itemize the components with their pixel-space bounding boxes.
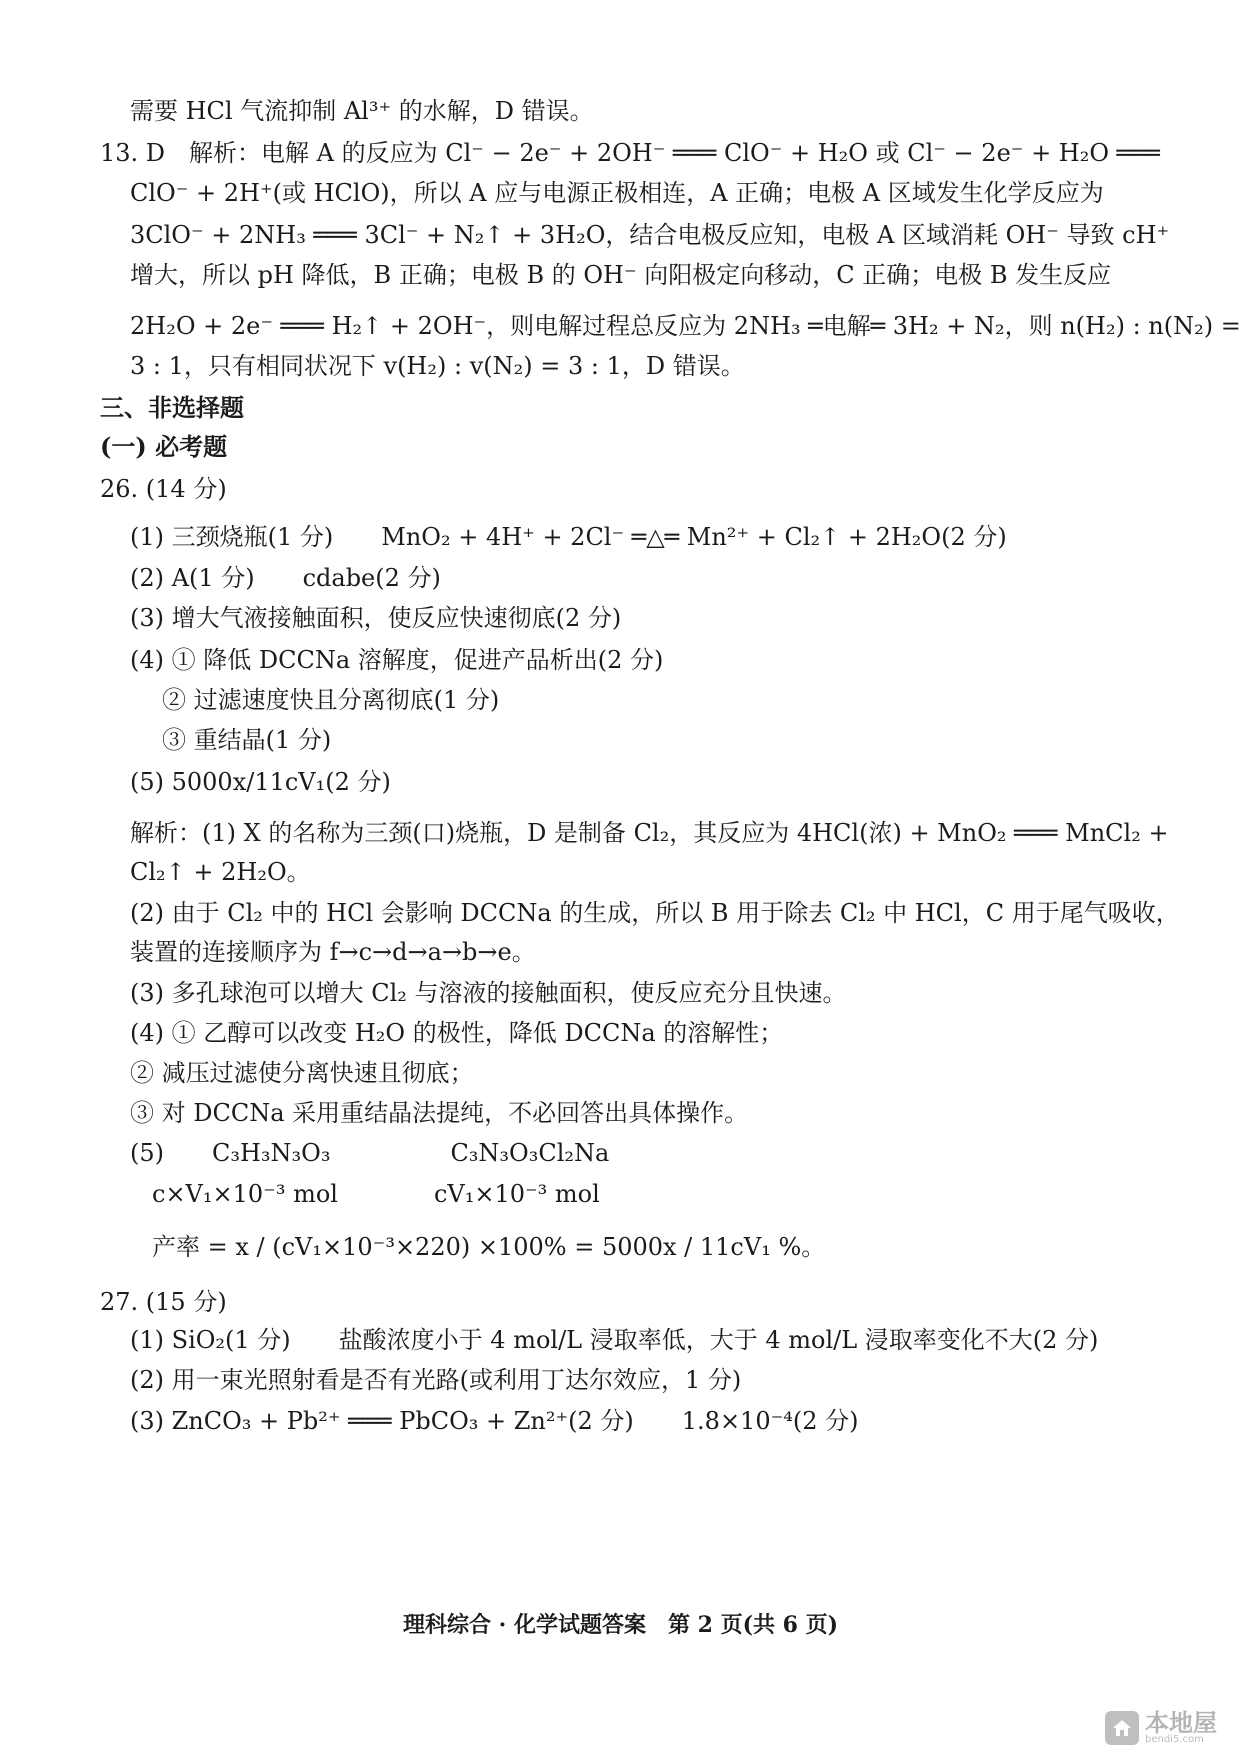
analysis-line: (5) C₃H₃N₃O₃ C₃N₃O₃Cl₂Na (130, 1139, 610, 1167)
question-heading: 26. (14 分) (100, 475, 227, 503)
analysis-line: ② 减压过滤使分离快速且彻底； (130, 1059, 474, 1087)
answer-line: ③ 重结晶(1 分) (162, 726, 332, 754)
analysis-line: 解析：(1) X 的名称为三颈(口)烧瓶，D 是制备 Cl₂，其反应为 4HCl(浓) + MnO₂ ═══ MnCl₂ + (130, 819, 1169, 847)
answer-line: (3) 增大气液接触面积，使反应快速彻底(2 分) (130, 604, 622, 632)
text-line: 2H₂O + 2e⁻ ═══ H₂↑ + 2OH⁻，则电解过程总反应为 2NH₃ ═电解═ 3H₂ + N₂，则 n(H₂) : n(N₂) = (130, 312, 1241, 340)
text-line: 需要 HCl 气流抑制 Al³⁺ 的水解，D 错误。 (130, 97, 594, 125)
watermark-url: bendi5.com (1145, 1734, 1204, 1745)
answer-line: (5) 5000x/11cV₁(2 分) (130, 768, 391, 796)
analysis-line: Cl₂↑ + 2H₂O。 (130, 858, 311, 886)
analysis-line: (3) 多孔球泡可以增大 Cl₂ 与溶液的接触面积，使反应充分且快速。 (130, 979, 847, 1007)
page-footer: 理科综合 · 化学试题答案 第 2 页(共 6 页) (402, 1612, 839, 1638)
watermark-logo (1105, 1708, 1217, 1748)
text-line: 3ClO⁻ + 2NH₃ ═══ 3Cl⁻ + N₂↑ + 3H₂O，结合电极反应知，电极 A 区域消耗 OH⁻ 导致 cH⁺ (130, 221, 1170, 249)
analysis-line: (4) ① 乙醇可以改变 H₂O 的极性，降低 DCCNa 的溶解性； (130, 1019, 784, 1047)
text-line: 增大，所以 pH 降低，B 正确；电极 B 的 OH⁻ 向阳极定向移动，C 正确；电极 B 发生反应 (130, 261, 1112, 289)
answer-line: ② 过滤速度快且分离彻底(1 分) (162, 686, 500, 714)
text-line: ClO⁻ + 2H⁺(或 HClO)，所以 A 应与电源正极相连，A 正确；电极 A 区域发生化学反应为 (130, 179, 1104, 207)
answer-line: (1) SiO₂(1 分) 盐酸浓度小于 4 mol/L 浸取率低，大于 4 mol/L 浸取率变化不大(2 分) (130, 1326, 1099, 1354)
subsection-heading: (一) 必考题 (100, 432, 228, 461)
answer-line: (3) ZnCO₃ + Pb²⁺ ═══ PbCO₃ + Zn²⁺(2 分) 1.8×10⁻⁴(2 分) (130, 1407, 859, 1435)
analysis-line: c×V₁×10⁻³ mol cV₁×10⁻³ mol (152, 1180, 600, 1208)
formula-line: 产率 = x / (cV₁×10⁻³×220) ×100% = 5000x / 11cV₁ %。 (152, 1233, 826, 1261)
answer-line: (1) 三颈烧瓶(1 分) MnO₂ + 4H⁺ + 2Cl⁻ ═△═ Mn²⁺ + Cl₂↑ + 2H₂O(2 分) (130, 523, 1007, 551)
watermark-title: 本地屋 (1145, 1709, 1217, 1737)
analysis-line: 装置的连接顺序为 f→c→d→a→b→e。 (130, 938, 536, 966)
section-heading: 三、非选择题 (100, 393, 244, 422)
analysis-line: ③ 对 DCCNa 采用重结晶法提纯，不必回答出具体操作。 (130, 1099, 749, 1127)
text-line: 13. D 解析：电解 A 的反应为 Cl⁻ − 2e⁻ + 2OH⁻ ═══ ClO⁻ + H₂O 或 Cl⁻ − 2e⁻ + H₂O ═══ (100, 139, 1161, 167)
house-icon (1105, 1711, 1139, 1745)
question-heading: 27. (15 分) (100, 1288, 227, 1316)
answer-line: (2) 用一束光照射看是否有光路(或利用丁达尔效应，1 分) (130, 1366, 742, 1394)
answer-line: (4) ① 降低 DCCNa 溶解度，促进产品析出(2 分) (130, 646, 664, 674)
answer-line: (2) A(1 分) cdabe(2 分) (130, 564, 441, 592)
analysis-line: (2) 由于 Cl₂ 中的 HCl 会影响 DCCNa 的生成，所以 B 用于除去 Cl₂ 中 HCl，C 用于尾气吸收， (130, 899, 1180, 927)
text-line: 3 : 1，只有相同状况下 v(H₂) : v(N₂) = 3 : 1，D 错误。 (130, 352, 745, 380)
